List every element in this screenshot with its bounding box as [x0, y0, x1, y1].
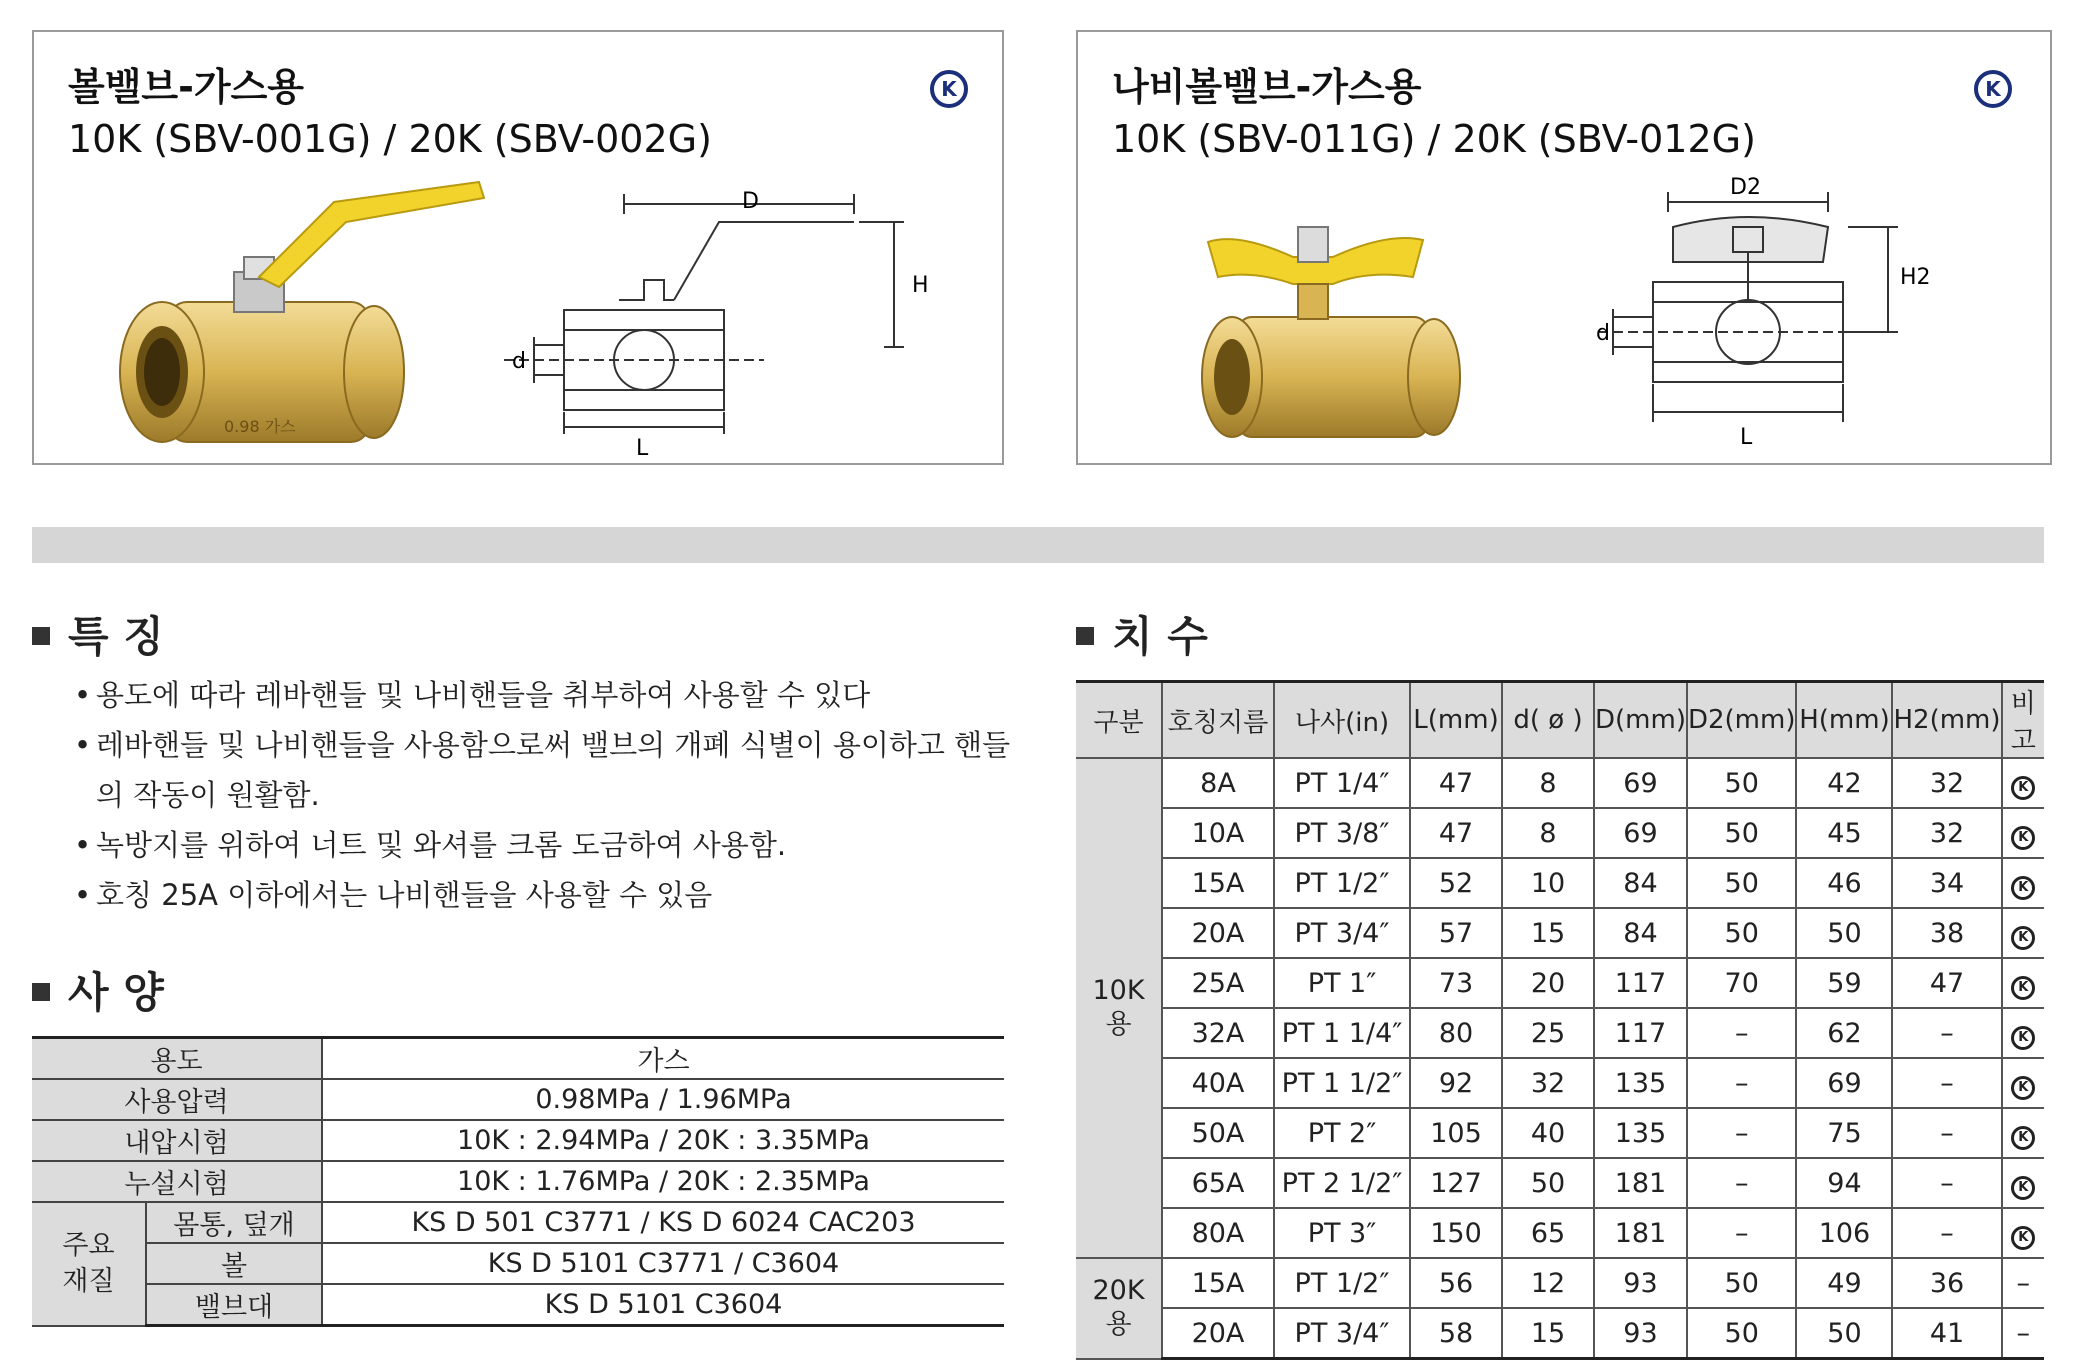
table-cell: 36: [1892, 1258, 2001, 1308]
table-cell: 15A: [1162, 1258, 1274, 1308]
table-cell: 75: [1796, 1108, 1892, 1158]
column-header: L(mm): [1410, 682, 1502, 759]
feature-item: • 호칭 25A 이하에서는 나비핸들을 사용할 수 있음: [74, 870, 1014, 920]
lever-ball-valve-photo: [84, 182, 504, 482]
dim-label-bore: d: [512, 349, 526, 374]
ks-certification-icon: [2002, 908, 2044, 958]
square-bullet-icon: [32, 983, 50, 1001]
table-cell: –: [2002, 1308, 2044, 1359]
ks-certification-icon: K: [930, 70, 968, 108]
table-cell: 8: [1502, 758, 1594, 808]
table-cell: –: [1892, 1158, 2001, 1208]
table-cell: –: [1892, 1058, 2001, 1108]
table-cell: 15A: [1162, 858, 1274, 908]
ks-mark-icon: K: [2011, 1026, 2035, 1050]
table-cell: –: [1892, 1008, 2001, 1058]
table-row: [1076, 1008, 2044, 1058]
table-cell: 93: [1594, 1308, 1687, 1359]
table-cell: 150: [1410, 1208, 1502, 1258]
spec-label: 밸브대: [146, 1284, 322, 1326]
table-cell: –: [1687, 1208, 1797, 1258]
table-cell: PT 3/4″: [1274, 1308, 1410, 1359]
table-cell: 50: [1687, 1258, 1797, 1308]
table-cell: PT 2 1/2″: [1274, 1158, 1410, 1208]
table-cell: 12: [1502, 1258, 1594, 1308]
table-cell: 50: [1687, 758, 1797, 808]
table-cell: 69: [1594, 808, 1687, 858]
spec-value: 0.98MPa / 1.96MPa: [322, 1079, 1004, 1120]
svg-text:0.98 가스: 0.98 가스: [224, 417, 296, 436]
spec-label: 용도: [32, 1038, 322, 1080]
table-cell: 10A: [1162, 808, 1274, 858]
table-cell: 73: [1410, 958, 1502, 1008]
table-cell: 135: [1594, 1108, 1687, 1158]
table-cell: 8: [1502, 808, 1594, 858]
table-cell: 32: [1502, 1058, 1594, 1108]
table-cell: 181: [1594, 1208, 1687, 1258]
spec-label: 내압시험: [32, 1120, 322, 1161]
table-cell: 69: [1594, 758, 1687, 808]
table-row: [32, 1079, 1004, 1120]
features-list: [74, 670, 1014, 920]
table-cell: 20A: [1162, 908, 1274, 958]
table-cell: 105: [1410, 1108, 1502, 1158]
table-cell: PT 1/2″: [1274, 1258, 1410, 1308]
table-cell: PT 1/4″: [1274, 758, 1410, 808]
table-cell: 117: [1594, 958, 1687, 1008]
column-header: 구분: [1076, 682, 1162, 759]
spec-label: 몸통, 덮개: [146, 1202, 322, 1243]
table-cell: 50: [1796, 908, 1892, 958]
ks-mark-icon: K: [2011, 776, 2035, 800]
table-cell: 15: [1502, 1308, 1594, 1359]
table-cell: –: [1687, 1158, 1797, 1208]
table-row: [1076, 908, 2044, 958]
table-row: [32, 1202, 1004, 1243]
table-cell: 58: [1410, 1308, 1502, 1359]
table-cell: 57: [1410, 908, 1502, 958]
table-cell: 62: [1796, 1008, 1892, 1058]
specs-table: [32, 1036, 1004, 1327]
material-group-label: 주요 재질: [32, 1202, 146, 1326]
table-cell: 40A: [1162, 1058, 1274, 1108]
column-header: d( ø ): [1502, 682, 1594, 759]
spec-value: 가스: [322, 1038, 1004, 1080]
table-cell: 93: [1594, 1258, 1687, 1308]
table-cell: 135: [1594, 1058, 1687, 1108]
column-header: H(mm): [1796, 682, 1892, 759]
table-cell: 50: [1687, 808, 1797, 858]
table-cell: 25A: [1162, 958, 1274, 1008]
table-cell: 32: [1892, 758, 2001, 808]
table-cell: 56: [1410, 1258, 1502, 1308]
product-model: 10K (SBV-011G) / 20K (SBV-012G): [1112, 117, 1756, 161]
ks-mark-icon: K: [2011, 976, 2035, 1000]
column-header: 비고: [2002, 682, 2044, 759]
specs-heading: 사 양: [32, 960, 164, 1020]
table-cell: 8A: [1162, 758, 1274, 808]
table-cell: 50: [1687, 1308, 1797, 1359]
table-row: [1076, 808, 2044, 858]
table-row: [1076, 858, 2044, 908]
table-row: [1076, 1308, 2044, 1359]
feature-item: • 녹방지를 위하여 너트 및 와셔를 크롬 도금하여 사용함.: [74, 820, 1014, 870]
dim-label-top: D2: [1730, 175, 1761, 200]
table-cell: 80: [1410, 1008, 1502, 1058]
table-cell: 20A: [1162, 1308, 1274, 1359]
table-cell: 65: [1502, 1208, 1594, 1258]
dim-label-bore: d: [1596, 321, 1610, 346]
table-cell: 50: [1796, 1308, 1892, 1359]
table-cell: 47: [1410, 808, 1502, 858]
table-cell: PT 3/4″: [1274, 908, 1410, 958]
column-header: 나사(in): [1274, 682, 1410, 759]
ks-certification-icon: [2002, 958, 2044, 1008]
table-cell: 50: [1502, 1158, 1594, 1208]
column-header: 호칭지름: [1162, 682, 1274, 759]
table-cell: PT 2″: [1274, 1108, 1410, 1158]
features-heading: 특 징: [32, 604, 164, 664]
table-row: [32, 1120, 1004, 1161]
table-cell: 20: [1502, 958, 1594, 1008]
table-cell: 41: [1892, 1308, 2001, 1359]
table-cell: PT 3/8″: [1274, 808, 1410, 858]
table-cell: 47: [1892, 958, 2001, 1008]
table-row: [1076, 1058, 2044, 1108]
dimensions-table: [1076, 680, 2044, 1360]
table-row: [32, 1161, 1004, 1202]
dim-label-side: H: [912, 273, 929, 298]
table-cell: 10: [1502, 858, 1594, 908]
table-row: [1076, 1158, 2044, 1208]
spec-label: 누설시험: [32, 1161, 322, 1202]
butterfly-valve-dimension-drawing: [1598, 172, 2008, 482]
table-cell: 47: [1410, 758, 1502, 808]
square-bullet-icon: [1076, 627, 1094, 645]
table-cell: 59: [1796, 958, 1892, 1008]
table-row: [1076, 1208, 2044, 1258]
square-bullet-icon: [32, 627, 50, 645]
table-cell: 15: [1502, 908, 1594, 958]
table-row: [1076, 1258, 2044, 1308]
group-label: 20K 용: [1076, 1258, 1162, 1359]
product-panel-butterfly: [1076, 30, 2052, 465]
spec-value: 10K : 1.76MPa / 20K : 2.35MPa: [322, 1161, 1004, 1202]
table-cell: 45: [1796, 808, 1892, 858]
ks-certification-icon: [2002, 858, 2044, 908]
product-title: 나비볼밸브-가스용: [1112, 65, 1422, 109]
table-cell: 181: [1594, 1158, 1687, 1208]
ks-mark-icon: K: [2011, 1076, 2035, 1100]
feature-item: • 용도에 따라 레바핸들 및 나비핸들을 취부하여 사용할 수 있다: [74, 670, 1014, 720]
table-cell: –: [1687, 1108, 1797, 1158]
table-cell: –: [1892, 1108, 2001, 1158]
table-cell: 25: [1502, 1008, 1594, 1058]
table-cell: 34: [1892, 858, 2001, 908]
dim-label-length: L: [636, 436, 649, 461]
table-row: [32, 1243, 1004, 1284]
column-header: D2(mm): [1687, 682, 1797, 759]
table-cell: –: [2002, 1258, 2044, 1308]
dim-label-side: H2: [1900, 265, 1931, 290]
table-cell: 94: [1796, 1158, 1892, 1208]
ks-certification-icon: [2002, 1208, 2044, 1258]
dim-label-length: L: [1740, 425, 1753, 450]
ks-certification-icon: [2002, 1108, 2044, 1158]
table-header-row: [1076, 682, 2044, 759]
spec-label: 볼: [146, 1243, 322, 1284]
table-cell: PT 1″: [1274, 958, 1410, 1008]
table-cell: –: [1687, 1008, 1797, 1058]
table-cell: 84: [1594, 908, 1687, 958]
ks-certification-icon: [2002, 758, 2044, 808]
table-cell: 50: [1687, 858, 1797, 908]
ks-mark-icon: K: [2011, 1176, 2035, 1200]
table-row: [1076, 758, 2044, 808]
spec-value: KS D 5101 C3604: [322, 1284, 1004, 1326]
section-divider-bar: [32, 527, 2044, 563]
ks-certification-icon: [2002, 808, 2044, 858]
table-cell: 42: [1796, 758, 1892, 808]
table-row: [1076, 958, 2044, 1008]
table-cell: –: [1687, 1058, 1797, 1108]
ks-certification-icon: [2002, 1058, 2044, 1108]
table-cell: 50A: [1162, 1108, 1274, 1158]
ks-mark-icon: K: [2011, 926, 2035, 950]
lever-valve-dimension-drawing: [504, 172, 929, 482]
table-row: [1076, 1108, 2044, 1158]
ks-certification-icon: K: [1974, 70, 2012, 108]
product-model: 10K (SBV-001G) / 20K (SBV-002G): [68, 117, 712, 161]
table-cell: 38: [1892, 908, 2001, 958]
table-cell: 70: [1687, 958, 1797, 1008]
spec-value: KS D 5101 C3771 / C3604: [322, 1243, 1004, 1284]
table-cell: 65A: [1162, 1158, 1274, 1208]
ks-certification-icon: [2002, 1158, 2044, 1208]
spec-label: 사용압력: [32, 1079, 322, 1120]
table-cell: PT 1/2″: [1274, 858, 1410, 908]
table-cell: 32: [1892, 808, 2001, 858]
table-cell: –: [1892, 1208, 2001, 1258]
table-cell: 117: [1594, 1008, 1687, 1058]
table-cell: 106: [1796, 1208, 1892, 1258]
table-cell: 92: [1410, 1058, 1502, 1108]
dimensions-heading: 치 수: [1076, 604, 1208, 664]
table-cell: 46: [1796, 858, 1892, 908]
ks-mark-icon: K: [2011, 1126, 2035, 1150]
ks-certification-icon: [2002, 1008, 2044, 1058]
butterfly-ball-valve-photo: [1198, 222, 1498, 462]
column-header: D(mm): [1594, 682, 1687, 759]
product-panel-lever: [32, 30, 1004, 465]
table-cell: 84: [1594, 858, 1687, 908]
table-row: [32, 1038, 1004, 1080]
product-title: 볼밸브-가스용: [68, 65, 305, 109]
table-cell: 32A: [1162, 1008, 1274, 1058]
table-cell: 50: [1687, 908, 1797, 958]
ks-mark-icon: K: [2011, 876, 2035, 900]
table-row: [32, 1284, 1004, 1326]
table-cell: 40: [1502, 1108, 1594, 1158]
table-cell: 69: [1796, 1058, 1892, 1108]
table-cell: 52: [1410, 858, 1502, 908]
table-cell: 80A: [1162, 1208, 1274, 1258]
ks-mark-icon: K: [2011, 826, 2035, 850]
spec-value: KS D 501 C3771 / KS D 6024 CAC203: [322, 1202, 1004, 1243]
ks-mark-icon: K: [2011, 1226, 2035, 1250]
group-label: 10K 용: [1076, 758, 1162, 1258]
table-cell: 127: [1410, 1158, 1502, 1208]
table-cell: PT 1 1/4″: [1274, 1008, 1410, 1058]
table-cell: PT 1 1/2″: [1274, 1058, 1410, 1108]
table-cell: PT 3″: [1274, 1208, 1410, 1258]
feature-item: • 레바핸들 및 나비핸들을 사용함으로써 밸브의 개폐 식별이 용이하고 핸들의 작동이 원활함.: [74, 720, 1014, 820]
dim-label-top: D: [742, 189, 759, 214]
table-cell: 49: [1796, 1258, 1892, 1308]
column-header: H2(mm): [1892, 682, 2001, 759]
spec-value: 10K : 2.94MPa / 20K : 3.35MPa: [322, 1120, 1004, 1161]
